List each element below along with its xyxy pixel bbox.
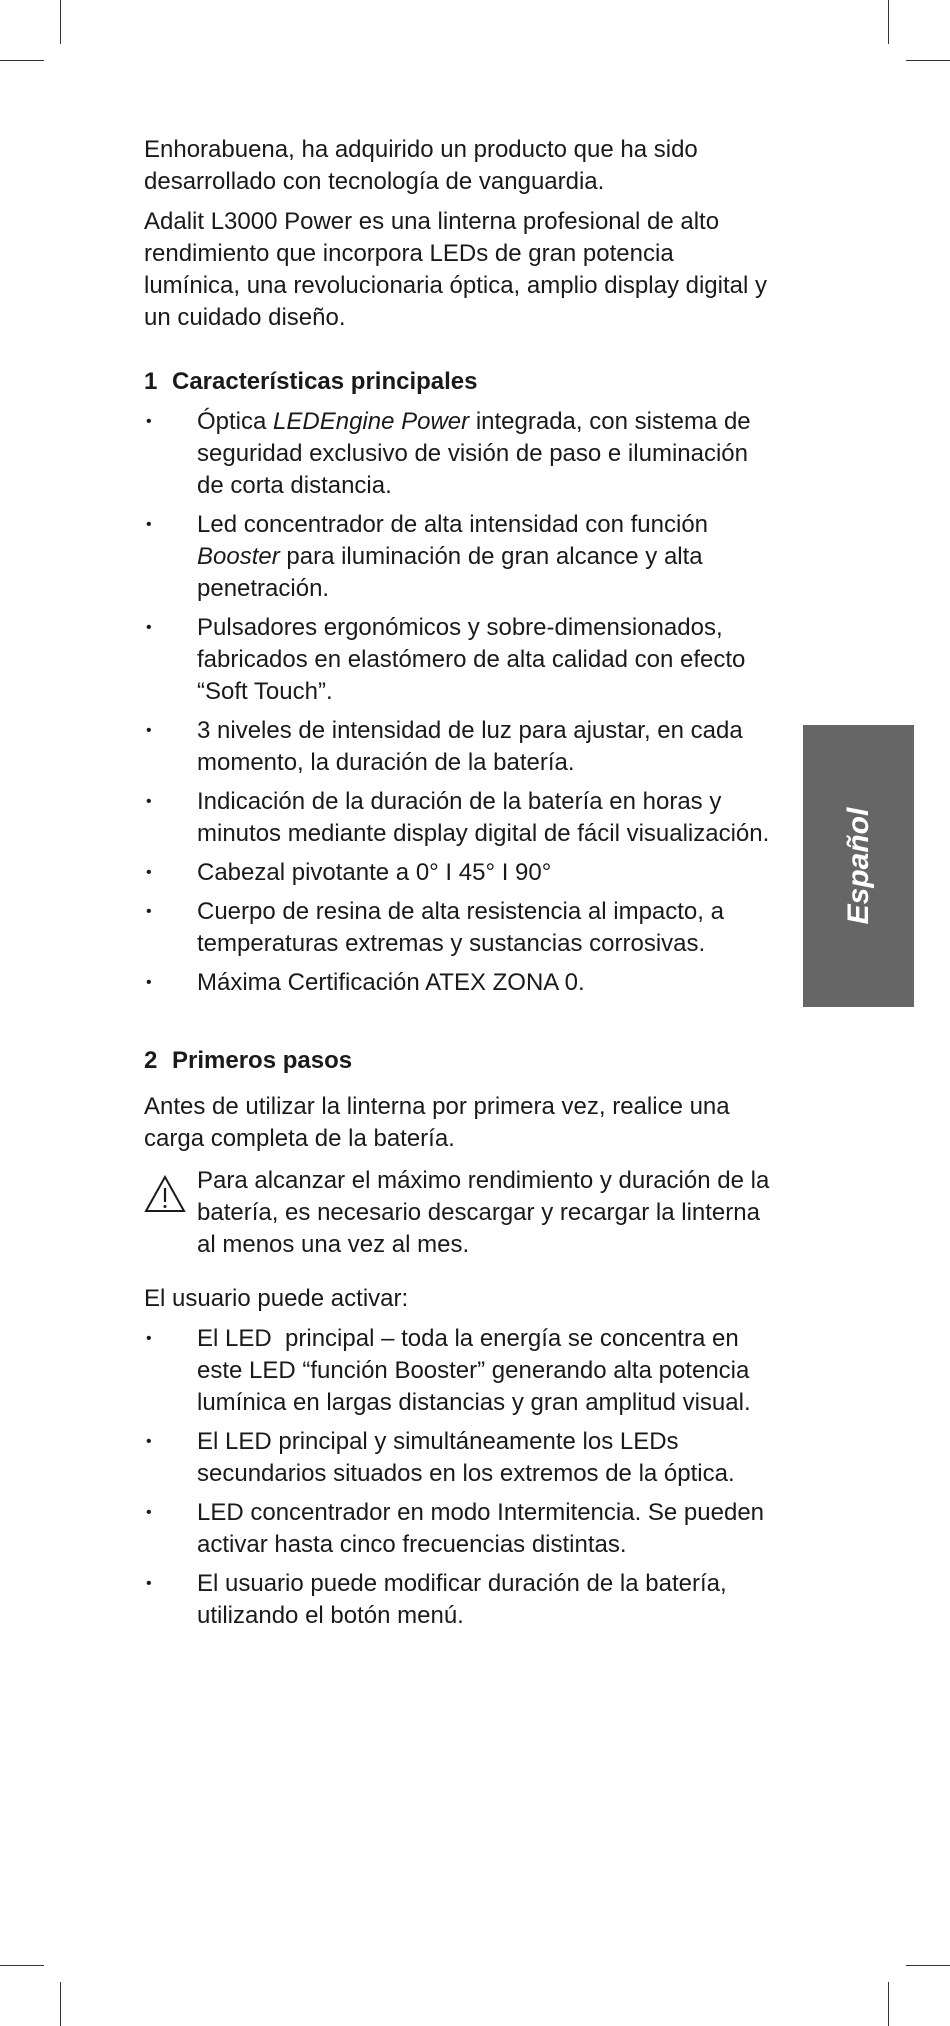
bullet: • [146, 1433, 152, 1450]
crop-mark [888, 1982, 889, 2026]
list-item-text: Led concentrador de alta intensidad con función [197, 511, 709, 538]
list-item [144, 786, 774, 850]
section-title: Primeros pasos [172, 1047, 353, 1074]
bullet: • [146, 413, 152, 430]
list-item [144, 406, 774, 502]
crop-mark [60, 0, 61, 44]
list-item [144, 1497, 774, 1561]
intro-paragraph: Enhorabuena, ha adquirido un producto que ha sido desarrollado con tecnología de vanguardia. [144, 136, 698, 195]
section-heading [144, 366, 774, 398]
warning-text: Para alcanzar el máximo rendimiento y duración de la batería, es necesario descargar y recargar la linterna al menos una vez al mes. [197, 1167, 770, 1258]
crop-mark [60, 1982, 61, 2026]
crop-mark [888, 0, 889, 44]
list-item-text: Óptica [197, 408, 274, 435]
list-item [144, 612, 774, 708]
intro-paragraph: Adalit L3000 Power es una linterna profesional de alto rendimiento que incorpora LEDs de gran potencia lumínica, una revolucionaria óptica, amplio display digital y un cuidado diseño. [144, 208, 767, 331]
list-item [144, 967, 774, 999]
list-item-text: Máxima Certificación ATEX ZONA 0. [197, 969, 585, 996]
bullet: • [146, 722, 152, 739]
bullet: • [146, 1330, 152, 1347]
crop-mark [0, 1965, 44, 1966]
list-item [144, 715, 774, 779]
crop-mark [906, 1965, 950, 1966]
bullet: • [146, 974, 152, 991]
list-item-text: integrada, con sistema de seguridad exclusivo de visión de paso e iluminación de corta distancia. [197, 408, 751, 499]
list-item-text: Pulsadores ergonómicos y sobre-dimensionados, fabricados en elastómero de alta calidad con efecto “Soft Touch”. [197, 614, 746, 705]
list-item [144, 1568, 774, 1632]
bullet: • [146, 793, 152, 810]
list-item-text: Indicación de la duración de la batería en horas y minutos mediante display digital de fácil visualización. [197, 788, 770, 847]
page-content [144, 134, 774, 1639]
bullet: • [146, 864, 152, 881]
section-number: 2 [144, 1047, 158, 1074]
list-item-text: Cabezal pivotante a 0° I 45° I 90° [197, 859, 552, 886]
bullet: • [146, 903, 152, 920]
warning-triangle-icon [144, 1175, 186, 1213]
list-item-text: El LED principal – toda la energía se concentra en este LED “función Booster” generando alta potencia lumínica en largas distancias y gran amplitud visual. [197, 1325, 757, 1416]
list-item-text: El LED principal y simultáneamente los LEDs secundarios situados en los extremos de la óptica. [197, 1428, 735, 1487]
activation-list [144, 1323, 774, 1632]
list-item [144, 1426, 774, 1490]
section-paragraph: El usuario puede activar: [144, 1285, 409, 1312]
list-item [144, 896, 774, 960]
list-item [144, 1323, 774, 1419]
list-item [144, 857, 774, 889]
list-item-emphasis: LEDEngine Power [273, 408, 470, 435]
crop-mark [906, 60, 950, 61]
section-heading [144, 1045, 774, 1077]
section-title: Características principales [172, 368, 478, 395]
bullet: • [146, 1504, 152, 1521]
language-tab [803, 725, 914, 1007]
bullet: • [146, 516, 152, 533]
bullet: • [146, 619, 152, 636]
warning-note [144, 1165, 774, 1261]
list-item-emphasis: Booster [197, 543, 280, 570]
list-item-text: El usuario puede modificar duración de la batería, utilizando el botón menú. [197, 1570, 727, 1629]
list-item-text: para iluminación de gran alcance y alta penetración. [197, 543, 703, 602]
section-number: 1 [144, 368, 158, 395]
list-item [144, 509, 774, 605]
list-item-text: 3 niveles de intensidad de luz para ajustar, en cada momento, la duración de la batería. [197, 717, 743, 776]
list-item-text: LED concentrador en modo Intermitencia. Se pueden activar hasta cinco frecuencias distintas. [197, 1499, 765, 1558]
section-paragraph: Antes de utilizar la linterna por primera vez, realice una carga completa de la batería. [144, 1093, 730, 1152]
features-list [144, 406, 774, 999]
language-tab-label: Español [841, 807, 875, 925]
list-item-text: Cuerpo de resina de alta resistencia al impacto, a temperaturas extremas y sustancias corrosivas. [197, 898, 724, 957]
crop-mark [0, 60, 44, 61]
bullet: • [146, 1575, 152, 1592]
